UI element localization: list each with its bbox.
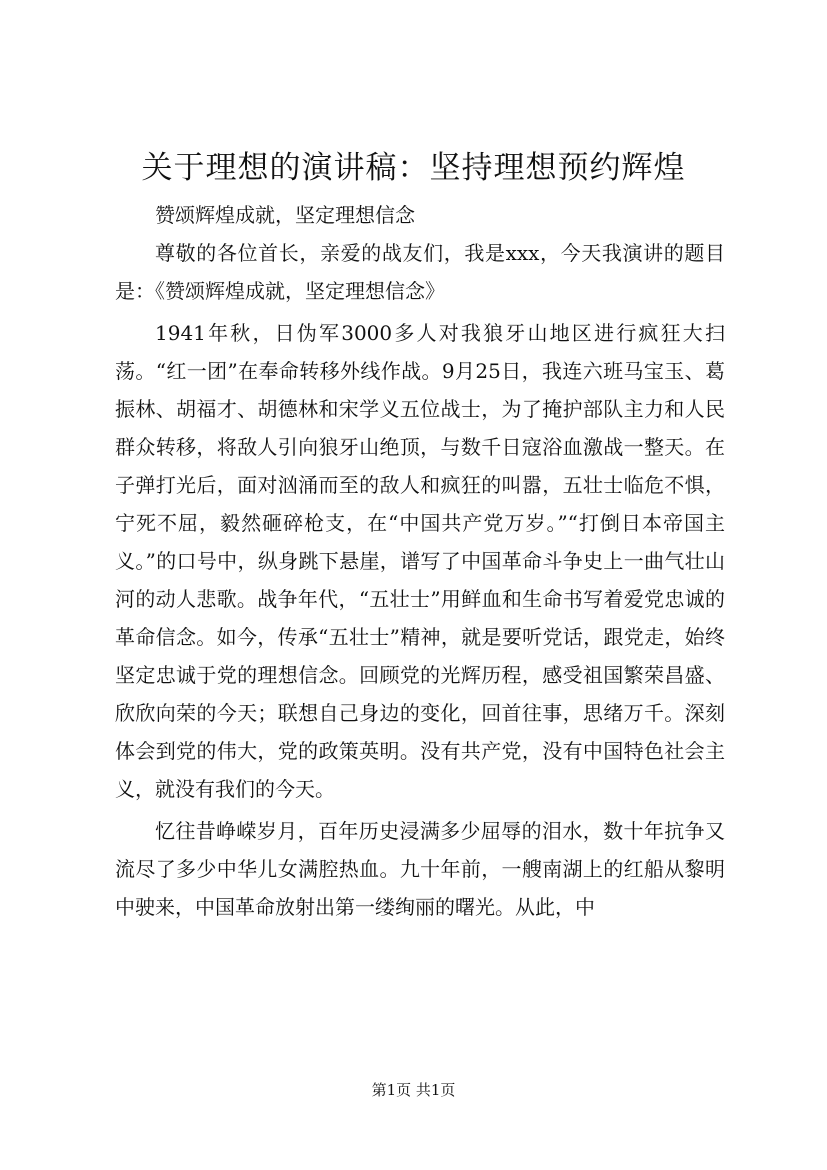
paragraph-greeting: 尊敬的各位首长，亲爱的战友们，我是xxx，今天我演讲的题目是：《赞颂辉煌成就，坚定理想信念》 <box>115 241 725 303</box>
page-footer: 第1页 共1页 <box>371 1081 456 1099</box>
paragraph-history: 忆往昔峥嵘岁月，百年历史浸满多少屈辱的泪水，数十年抗争又流尽了多少中华儿女满腔热血。九十年前，一艘南湖上的红船从黎明中驶来，中国革命放射出第一缕绚丽的曙光。从此，中 <box>115 819 725 919</box>
paragraph-subtitle: 赞颂辉煌成就，坚定理想信念 <box>155 203 415 227</box>
paragraph-story: 1941年秋，日伪军3000多人对我狼牙山地区进行疯狂大扫荡。“红一团”在奉命转移外线作战。9月25日，我连六班马宝玉、葛振林、胡福才、胡德林和宋学义五位战士，为了掩护部队主力和人民群众转移，将敌人引向狼牙山绝顶，与数千日寇浴血激战一整天。在子弹打光后，面对汹涌而至的敌人和疯狂的叫嚣，五壮士临危不惧，宁死不屈，毅然砸碎枪支，在“中国共产党万岁。”“打倒日本帝国主义。”的口号中，纵身跳下悬崖，谱写了中国革命斗争史上一曲气壮山河的动人悲歌。战争年代，“五壮士”用鲜血和生命书写着爱党忠诚的革命信念。如今，传承“五壮士”精神，就是要听党话，跟党走，始终坚定忠诚于党的理想信念。回顾党的光辉历程，感受祖国繁荣昌盛、欣欣向荣的今天；联想自己身边的变化，回首往事，思绪万千。深刻体会到党的伟大，党的政策英明。没有共产党，没有中国特色社会主义，就没有我们的今天。 <box>115 321 725 801</box>
document-title: 关于理想的演讲稿：坚持理想预约辉煌 <box>141 150 686 186</box>
document-body <box>115 196 725 926</box>
